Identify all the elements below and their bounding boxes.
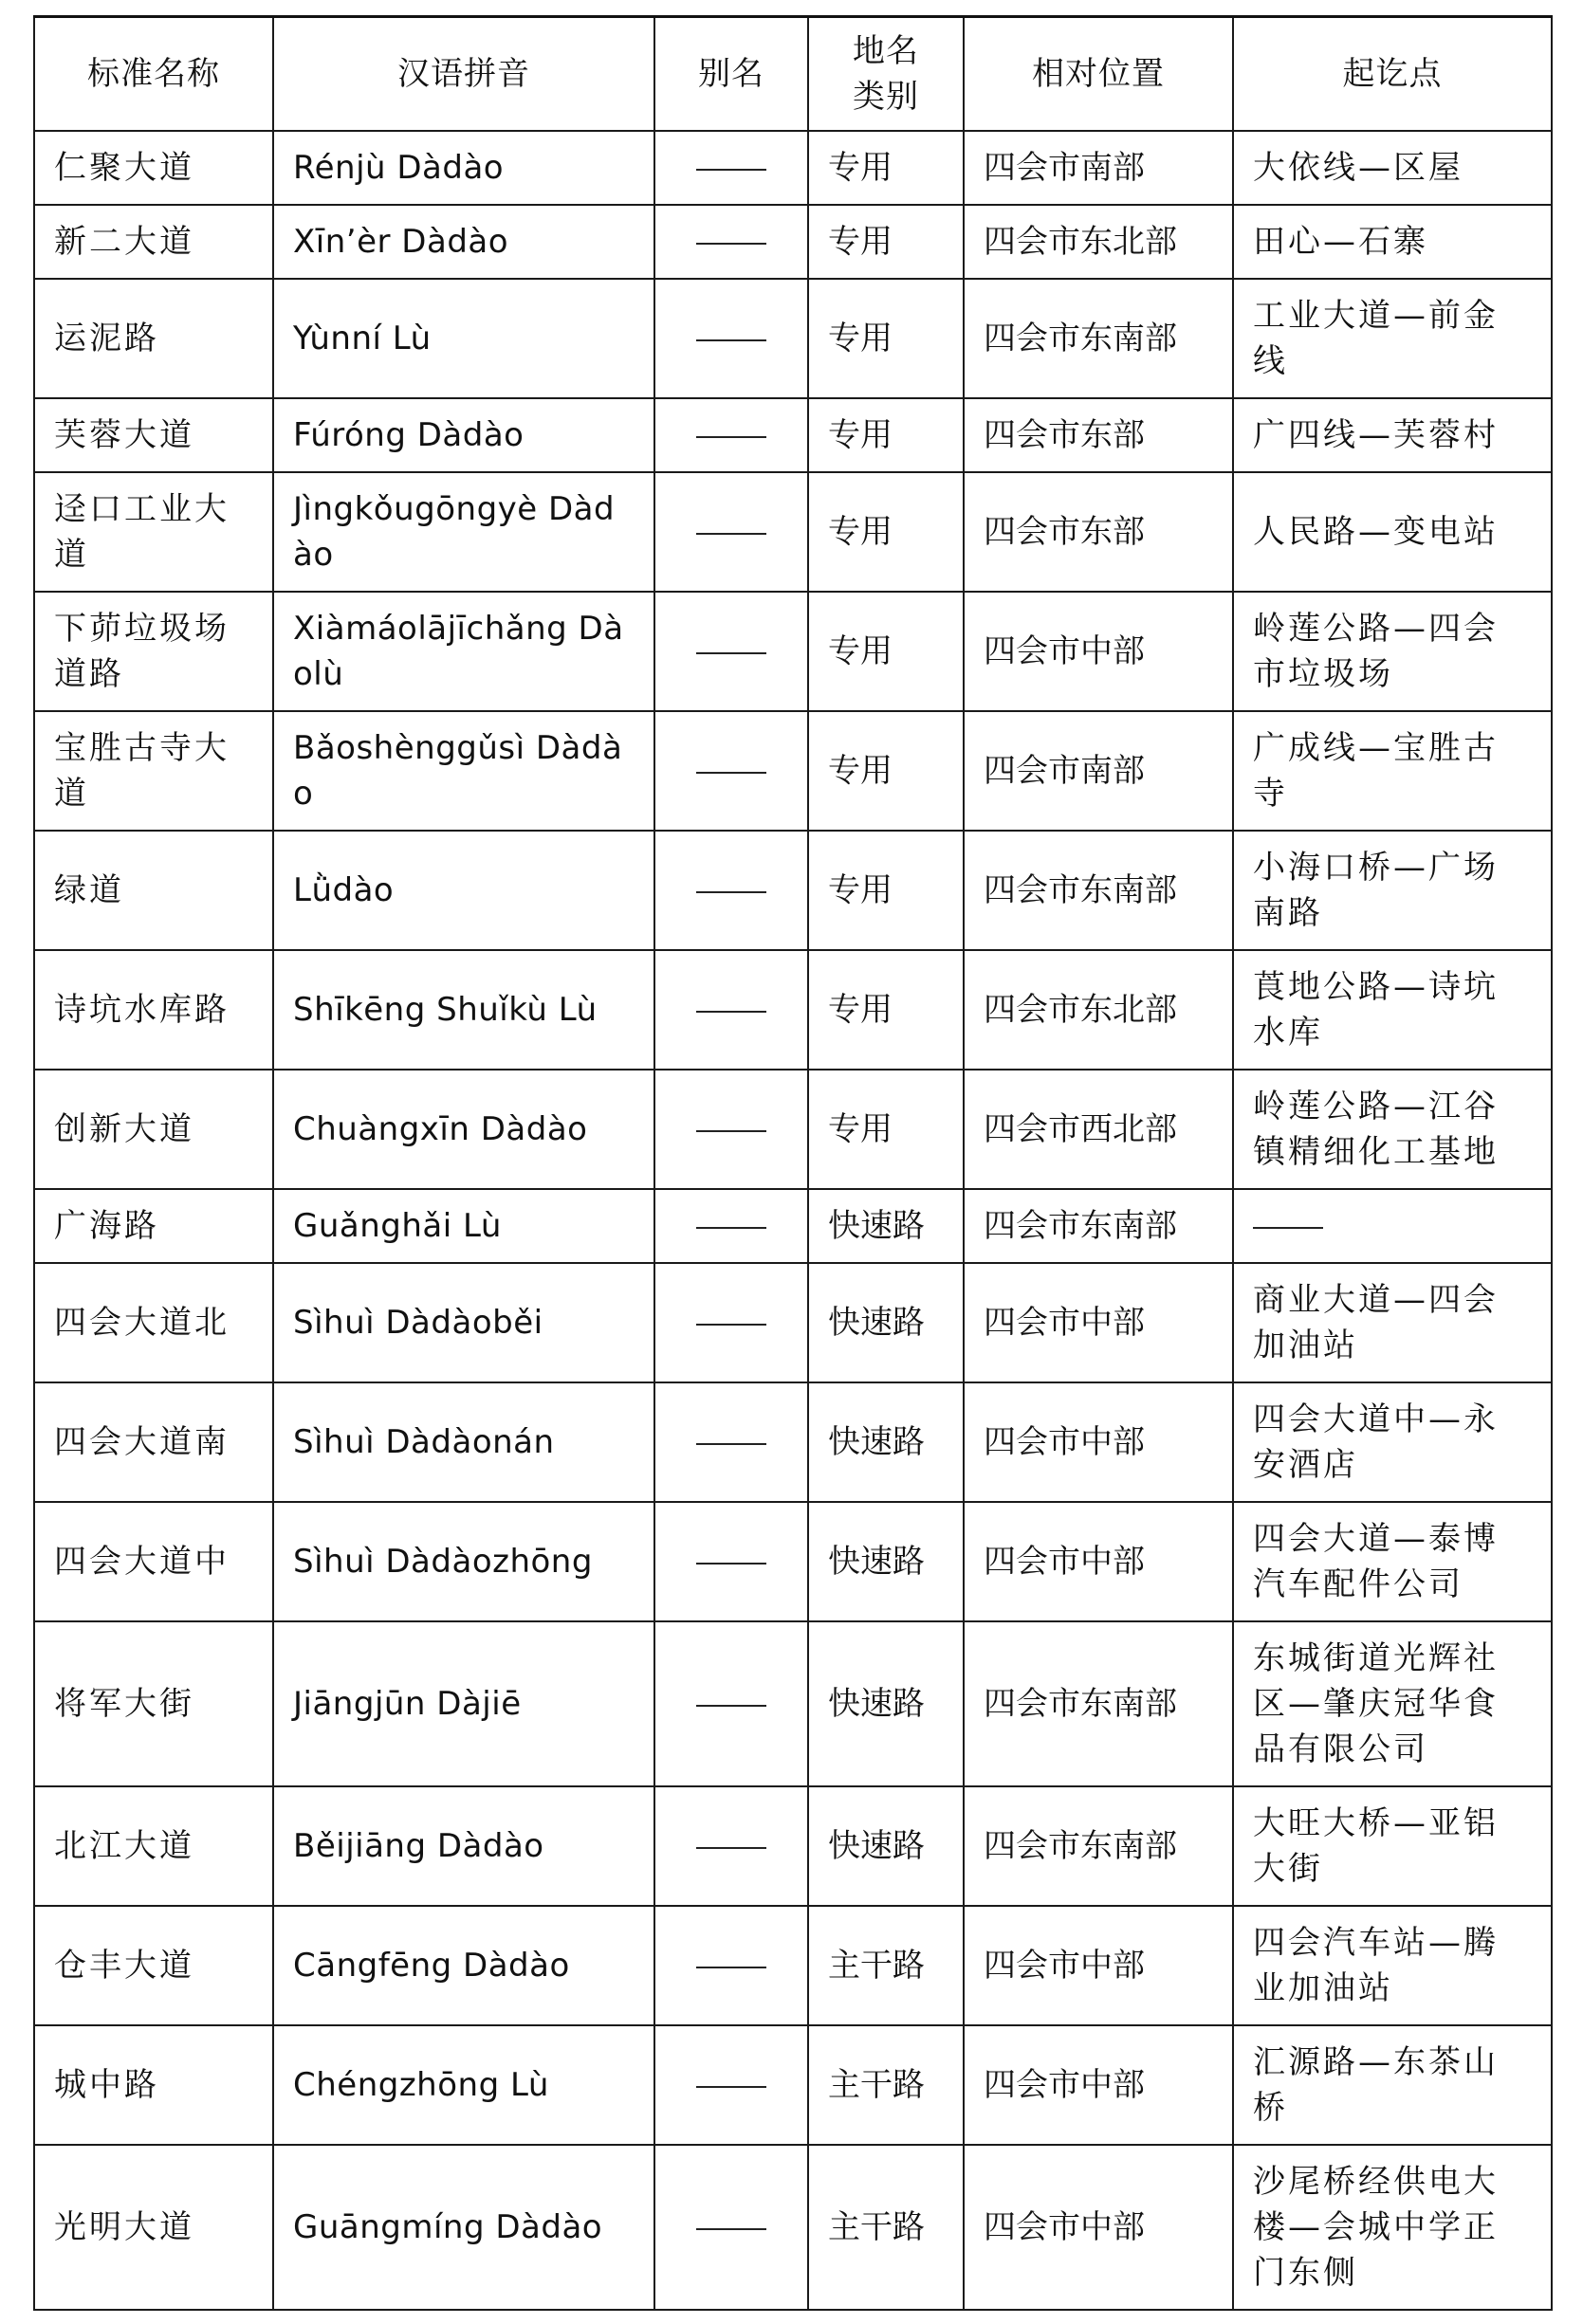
cell-standard-name: 四会大道南 — [34, 1382, 273, 1502]
cell-pinyin: Sìhuì Dàdàonán — [273, 1382, 654, 1502]
cell-standard-name: 仁聚大道 — [34, 131, 273, 205]
cell-alias — [654, 472, 808, 592]
em-dash-placeholder — [696, 533, 766, 535]
table-row — [34, 1070, 1552, 1189]
header-start-end-points: 起讫点 — [1233, 17, 1552, 132]
cell-relative-location: 四会市中部 — [964, 1906, 1233, 2025]
cell-pinyin: Xīn’èr Dàdào — [273, 205, 654, 279]
em-dash-placeholder — [696, 652, 766, 654]
cell-start-end-points: 四会大道中—永安酒店 — [1233, 1382, 1552, 1502]
cell-place-type: 快速路 — [808, 1502, 964, 1621]
road-names-table — [33, 15, 1553, 2311]
cell-standard-name: 创新大道 — [34, 1070, 273, 1189]
cell-alias — [654, 1786, 808, 1906]
cell-relative-location: 四会市东南部 — [964, 279, 1233, 398]
em-dash-placeholder — [696, 1705, 766, 1707]
cell-pinyin: Sìhuì Dàdàozhōng — [273, 1502, 654, 1621]
cell-standard-name: 将军大街 — [34, 1621, 273, 1786]
cell-pinyin: Chéngzhōng Lù — [273, 2025, 654, 2145]
cell-start-end-points: 商业大道—四会加油站 — [1233, 1263, 1552, 1382]
em-dash-placeholder — [696, 169, 766, 171]
cell-start-end-points: 四会大道—泰博汽车配件公司 — [1233, 1502, 1552, 1621]
cell-pinyin: Sìhuì Dàdàoběi — [273, 1263, 654, 1382]
em-dash-placeholder — [696, 339, 766, 341]
cell-alias — [654, 1621, 808, 1786]
cell-pinyin: Běijiāng Dàdào — [273, 1786, 654, 1906]
em-dash-placeholder — [696, 1967, 766, 1968]
cell-relative-location: 四会市东南部 — [964, 831, 1233, 950]
table-row — [34, 131, 1552, 205]
cell-standard-name: 运泥路 — [34, 279, 273, 398]
cell-standard-name: 仓丰大道 — [34, 1906, 273, 2025]
cell-pinyin: Bǎoshènggǔsì Dàdào — [273, 711, 654, 831]
em-dash-placeholder — [696, 1130, 766, 1132]
cell-alias — [654, 950, 808, 1070]
header-pinyin: 汉语拼音 — [273, 17, 654, 132]
cell-start-end-points — [1233, 1189, 1552, 1263]
cell-start-end-points: 人民路—变电站 — [1233, 472, 1552, 592]
cell-alias — [654, 131, 808, 205]
cell-alias — [654, 205, 808, 279]
table-row — [34, 279, 1552, 398]
em-dash-placeholder — [696, 1227, 766, 1229]
cell-pinyin: Cāngfēng Dàdào — [273, 1906, 654, 2025]
cell-place-type: 专用 — [808, 472, 964, 592]
cell-alias — [654, 2025, 808, 2145]
cell-relative-location: 四会市东南部 — [964, 1189, 1233, 1263]
header-place-type — [808, 17, 964, 132]
em-dash-placeholder — [696, 243, 766, 245]
cell-start-end-points: 岭莲公路—四会市垃圾场 — [1233, 592, 1552, 711]
cell-relative-location: 四会市西北部 — [964, 1070, 1233, 1189]
table-row — [34, 831, 1552, 950]
cell-relative-location: 四会市东南部 — [964, 1786, 1233, 1906]
cell-standard-name: 芙蓉大道 — [34, 398, 273, 472]
em-dash-placeholder — [696, 891, 766, 893]
cell-relative-location: 四会市东部 — [964, 398, 1233, 472]
em-dash-placeholder — [696, 2086, 766, 2088]
cell-standard-name: 绿道 — [34, 831, 273, 950]
cell-relative-location: 四会市中部 — [964, 1382, 1233, 1502]
table-row — [34, 1906, 1552, 2025]
table-row — [34, 592, 1552, 711]
cell-start-end-points: 大依线—区屋 — [1233, 131, 1552, 205]
cell-pinyin: Fúróng Dàdào — [273, 398, 654, 472]
cell-place-type: 快速路 — [808, 1621, 964, 1786]
cell-relative-location: 四会市东南部 — [964, 1621, 1233, 1786]
em-dash-placeholder — [1253, 1227, 1323, 1229]
cell-pinyin: Xiàmáolājīchǎng Dàolù — [273, 592, 654, 711]
em-dash-placeholder — [696, 1443, 766, 1445]
cell-alias — [654, 398, 808, 472]
cell-start-end-points: 岭莲公路—江谷镇精细化工基地 — [1233, 1070, 1552, 1189]
cell-start-end-points: 广四线—芙蓉村 — [1233, 398, 1552, 472]
cell-alias — [654, 1070, 808, 1189]
em-dash-placeholder — [696, 1847, 766, 1849]
cell-start-end-points: 工业大道—前金线 — [1233, 279, 1552, 398]
header-relative-location: 相对位置 — [964, 17, 1233, 132]
header-place-type-line2: 类别 — [853, 78, 919, 116]
cell-standard-name: 新二大道 — [34, 205, 273, 279]
cell-pinyin: Shīkēng Shuǐkù Lù — [273, 950, 654, 1070]
cell-place-type: 专用 — [808, 131, 964, 205]
cell-pinyin: Jiāngjūn Dàjiē — [273, 1621, 654, 1786]
table-row — [34, 1189, 1552, 1263]
cell-alias — [654, 831, 808, 950]
table-row — [34, 1786, 1552, 1906]
cell-pinyin: Yùnní Lù — [273, 279, 654, 398]
cell-place-type: 快速路 — [808, 1263, 964, 1382]
cell-alias — [654, 1906, 808, 2025]
cell-standard-name: 四会大道北 — [34, 1263, 273, 1382]
table-row — [34, 472, 1552, 592]
cell-alias — [654, 711, 808, 831]
em-dash-placeholder — [696, 1324, 766, 1326]
cell-pinyin: Guǎnghǎi Lù — [273, 1189, 654, 1263]
cell-pinyin: Chuàngxīn Dàdào — [273, 1070, 654, 1189]
em-dash-placeholder — [696, 772, 766, 774]
cell-alias — [654, 2145, 808, 2310]
cell-standard-name: 广海路 — [34, 1189, 273, 1263]
cell-place-type: 主干路 — [808, 2025, 964, 2145]
cell-standard-name: 下茆垃圾场道路 — [34, 592, 273, 711]
header-standard-name: 标准名称 — [34, 17, 273, 132]
cell-relative-location: 四会市东北部 — [964, 205, 1233, 279]
header-place-type-line1: 地名 — [853, 32, 919, 70]
cell-place-type: 快速路 — [808, 1189, 964, 1263]
cell-relative-location: 四会市中部 — [964, 2145, 1233, 2310]
cell-relative-location: 四会市中部 — [964, 592, 1233, 711]
cell-place-type: 专用 — [808, 711, 964, 831]
table-row — [34, 2025, 1552, 2145]
cell-place-type: 专用 — [808, 950, 964, 1070]
cell-place-type: 专用 — [808, 592, 964, 711]
cell-place-type: 专用 — [808, 831, 964, 950]
cell-standard-name: 光明大道 — [34, 2145, 273, 2310]
cell-place-type: 专用 — [808, 279, 964, 398]
cell-relative-location: 四会市中部 — [964, 1502, 1233, 1621]
cell-relative-location: 四会市南部 — [964, 131, 1233, 205]
cell-place-type: 专用 — [808, 205, 964, 279]
em-dash-placeholder — [696, 436, 766, 438]
cell-place-type: 专用 — [808, 1070, 964, 1189]
cell-relative-location: 四会市中部 — [964, 1263, 1233, 1382]
cell-place-type: 快速路 — [808, 1382, 964, 1502]
cell-standard-name: 诗坑水库路 — [34, 950, 273, 1070]
cell-alias — [654, 1263, 808, 1382]
table-row — [34, 1621, 1552, 1786]
cell-relative-location: 四会市南部 — [964, 711, 1233, 831]
cell-relative-location: 四会市中部 — [964, 2025, 1233, 2145]
table-header-row — [34, 17, 1552, 132]
table-row — [34, 1382, 1552, 1502]
cell-pinyin: Lǜdào — [273, 831, 654, 950]
cell-start-end-points: 大旺大桥—亚铝大街 — [1233, 1786, 1552, 1906]
cell-place-type: 快速路 — [808, 1786, 964, 1906]
cell-start-end-points: 莨地公路—诗坑水库 — [1233, 950, 1552, 1070]
cell-alias — [654, 1382, 808, 1502]
table-row — [34, 950, 1552, 1070]
cell-alias — [654, 592, 808, 711]
table-body — [34, 131, 1552, 2310]
cell-start-end-points: 广成线—宝胜古寺 — [1233, 711, 1552, 831]
table-row — [34, 711, 1552, 831]
cell-place-type: 主干路 — [808, 1906, 964, 2025]
cell-start-end-points: 东城街道光辉社区—肇庆冠华食品有限公司 — [1233, 1621, 1552, 1786]
header-alias: 别名 — [654, 17, 808, 132]
cell-alias — [654, 1189, 808, 1263]
em-dash-placeholder — [696, 1563, 766, 1565]
cell-place-type: 专用 — [808, 398, 964, 472]
cell-start-end-points: 四会汽车站—腾业加油站 — [1233, 1906, 1552, 2025]
cell-pinyin: Jìngkǒugōngyè Dàdào — [273, 472, 654, 592]
cell-pinyin: Guāngmíng Dàdào — [273, 2145, 654, 2310]
cell-relative-location: 四会市东部 — [964, 472, 1233, 592]
cell-standard-name: 北江大道 — [34, 1786, 273, 1906]
cell-alias — [654, 1502, 808, 1621]
cell-start-end-points: 小海口桥—广场南路 — [1233, 831, 1552, 950]
cell-relative-location: 四会市东北部 — [964, 950, 1233, 1070]
cell-standard-name: 四会大道中 — [34, 1502, 273, 1621]
cell-alias — [654, 279, 808, 398]
cell-place-type: 主干路 — [808, 2145, 964, 2310]
table-row — [34, 1502, 1552, 1621]
cell-standard-name: 城中路 — [34, 2025, 273, 2145]
cell-start-end-points: 田心—石寨 — [1233, 205, 1552, 279]
cell-standard-name: 迳口工业大道 — [34, 472, 273, 592]
cell-start-end-points: 沙尾桥经供电大楼—会城中学正门东侧 — [1233, 2145, 1552, 2310]
table-row — [34, 2145, 1552, 2310]
table-row — [34, 1263, 1552, 1382]
cell-start-end-points: 汇源路—东茶山桥 — [1233, 2025, 1552, 2145]
cell-pinyin: Rénjù Dàdào — [273, 131, 654, 205]
em-dash-placeholder — [696, 1011, 766, 1013]
table-row — [34, 205, 1552, 279]
table-row — [34, 398, 1552, 472]
cell-standard-name: 宝胜古寺大道 — [34, 711, 273, 831]
em-dash-placeholder — [696, 2228, 766, 2230]
